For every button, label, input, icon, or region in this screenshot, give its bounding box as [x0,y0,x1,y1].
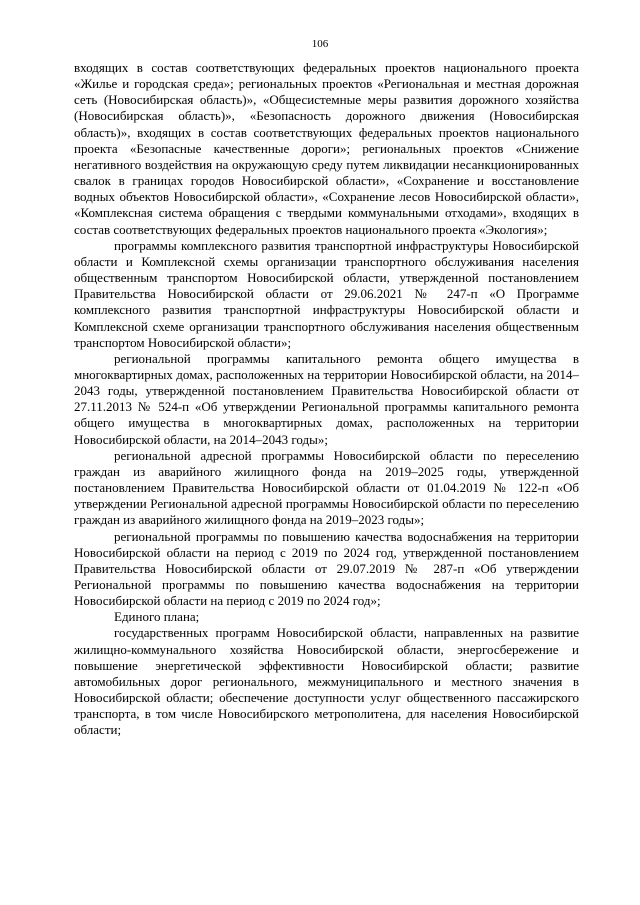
page-number: 106 [311,38,329,50]
paragraph-resettlement-program: региональной адресной программы Новосибирской области по переселению граждан из аварийного жилищного фонда на 2019–2025 годы, утвержденной постановлением Правительства Новосибирской области от 01.04.2019 № 122-п «Об утверждении Региональной адресной программы Новосибирской области по переселению граждан из аварийного жилищного фонда на 2019–2023 годы»; [74,447,579,528]
paragraph-unified-plan: Единого плана; [114,609,200,625]
paragraph-capital-repair-program: региональной программы капитального ремонта общего имущества в многоквартирных домах, расположенных на территории Новосибирской области, на 2014–2043 годы, утвержденной постановлением Правительства Новосибирской области от 27.11.2013 № 524-п «Об утверждении Региональной программы капитального ремонта общего имущества в многоквартирных домах, расположенных на территории Новосибирской области, на 2014–2043 годы»; [74,350,579,447]
document-body [74,60,579,739]
paragraph-continuation: входящих в состав соответствующих федеральных проектов национального проекта «Жилье и городская среда»; региональных проектов «Региональная и местная дорожная сеть (Новосибирская область)», «Общесистемные меры развития дорожного хозяйства (Новосибирская область)», «Безопасность дорожного движения (Новосибирская область)», входящих в состав соответствующих федеральных проектов национального проекта «Безопасные качественные дороги»; региональных проектов «Снижение негативного воздействия на окружающую среду путем ликвидации несанкционированных свалок в границах городов Новосибирской области», «Сохранение и восстановление водных объектов Новосибирской области», «Сохранение лесов Новосибирской области», «Комплексная система обращения с твердыми коммунальными отходами», входящих в состав соответствующих федеральных проектов национального проекта «Экология»; [74,60,579,237]
paragraph-water-supply-program: региональной программы по повышению качества водоснабжения на территории Новосибирской области на период с 2019 по 2024 год, утвержденной постановлением Правительства Новосибирской области от 29.07.2019 № 287-п «Об утверждении Региональной программы по повышению качества водоснабжения на территории Новосибирской области на период с 2019 по 2024 год»; [74,528,579,609]
paragraph-transport-infrastructure-program: программы комплексного развития транспортной инфраструктуры Новосибирской области и Комплексной схемы организации транспортного обслуживания населения общественным транспортом Новосибирской области, утвержденной постановлением Правительства Новосибирской области от 29.06.2021 № 247-п «О Программе комплексного развития транспортной инфраструктуры Новосибирской области и Комплексной схеме организации транспортного обслуживания населения общественным транспортом Новосибирской области»; [74,237,579,350]
paragraph-state-programs: государственных программ Новосибирской области, направленных на развитие жилищно-коммунального хозяйства Новосибирской области, энергосбережение и повышение энергетической эффективности Новосибирской области; развитие автомобильных дорог регионального, межмуниципального и местного значения в Новосибирской области; обеспечение доступности услуг общественного пассажирского транспорта, в том числе Новосибирского метрополитена, для населения Новосибирской области; [74,625,579,738]
